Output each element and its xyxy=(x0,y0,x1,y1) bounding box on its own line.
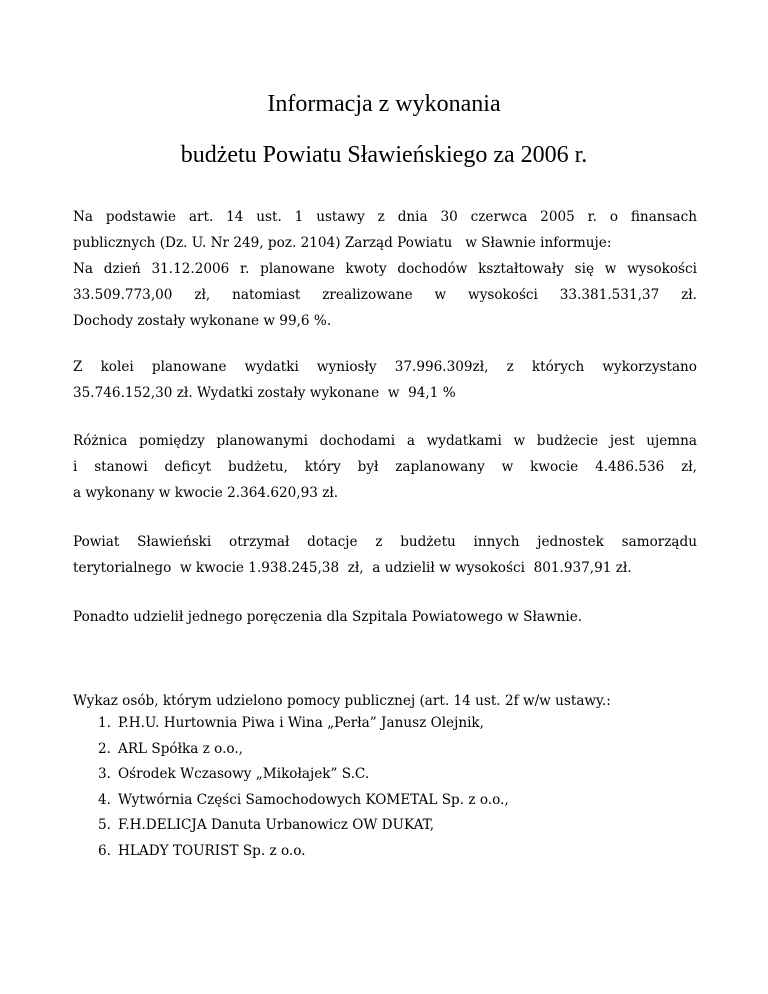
paragraph-line: 33.509.773,00 zł, natomiast zrealizowane w wysokości 33.381.531,37 zł. xyxy=(73,287,697,303)
list-item-number: 1. xyxy=(98,715,111,731)
paragraph-line: Na dzień 31.12.2006 r. planowane kwoty dochodów kształtowały się w wysokości xyxy=(73,261,697,277)
paragraph-line: Powiat Sławieński otrzymał dotacje z budżetu innych jednostek samorządu xyxy=(73,534,697,550)
list-item-text: Ośrodek Wczasowy „Mikołajek” S.C. xyxy=(118,766,370,782)
list-item-text: ARL Spółka z o.o., xyxy=(118,740,244,757)
list-item xyxy=(98,737,509,763)
list-item xyxy=(98,711,509,737)
list-item-text: F.H.DELICJA Danuta Urbanowicz OW DUKAT, xyxy=(118,817,435,833)
paragraph-line: Z kolei planowane wydatki wyniosły 37.996.309zł, z których wykorzystano xyxy=(73,359,697,375)
list-item-number: 6. xyxy=(98,842,111,859)
paragraph-line: Ponadto udzielił jednego poręczenia dla Szpitala Powiatowego w Sławnie. xyxy=(73,609,583,625)
list-item-number: 4. xyxy=(98,791,111,808)
document-title-line-2: budżetu Powiatu Sławieńskiego za 2006 r. xyxy=(180,142,588,168)
document-title-line-1: Informacja z wykonania xyxy=(267,91,501,117)
paragraph-line: Wykaz osób, którym udzielono pomocy publicznej (art. 14 ust. 2f w/w ustawy.: xyxy=(73,693,611,709)
paragraph-budget-expenses xyxy=(73,354,697,406)
paragraph-line: Na podstawie art. 14 ust. 1 ustawy z dnia 30 czerwca 2005 r. o finansach xyxy=(73,209,697,225)
paragraph-line: Dochody zostały wykonane w 99,6 %. xyxy=(73,313,332,329)
list-item-text: HLADY TOURIST Sp. z o.o. xyxy=(118,842,306,859)
paragraph-budget-income xyxy=(73,204,697,334)
list-item-text: Wytwórnia Części Samochodowych KOMETAL Sp. z o.o., xyxy=(118,791,509,808)
paragraph-line: terytorialnego w kwocie 1.938.245,38 zł, a udzielił w wysokości 801.937,91 zł. xyxy=(73,560,632,576)
list-item xyxy=(98,762,509,788)
list-item xyxy=(98,788,509,814)
paragraph-budget-deficit xyxy=(73,428,697,506)
paragraph-line: publicznych (Dz. U. Nr 249, poz. 2104) Zarząd Powiatu w Sławnie informuje: xyxy=(73,235,612,251)
list-item-number: 3. xyxy=(98,766,111,782)
paragraph-guarantee xyxy=(73,604,697,630)
paragraph-line: a wykonany w kwocie 2.364.620,93 zł. xyxy=(73,485,339,501)
public-aid-recipients-list xyxy=(98,711,509,864)
list-item-text: P.H.U. Hurtownia Piwa i Wina „Perła” Janusz Olejnik, xyxy=(118,715,484,731)
paragraph-line: Różnica pomiędzy planowanymi dochodami a wydatkami w budżecie jest ujemna xyxy=(73,433,697,449)
list-item-number: 2. xyxy=(98,740,111,757)
list-item-number: 5. xyxy=(98,817,111,833)
paragraph-line: 35.746.152,30 zł. Wydatki zostały wykonane w 94,1 % xyxy=(73,385,456,401)
list-item xyxy=(98,839,509,865)
paragraph-line: i stanowi deficyt budżetu, który był zaplanowany w kwocie 4.486.536 zł, xyxy=(73,459,697,475)
list-item xyxy=(98,813,509,839)
paragraph-subsidies xyxy=(73,529,697,581)
